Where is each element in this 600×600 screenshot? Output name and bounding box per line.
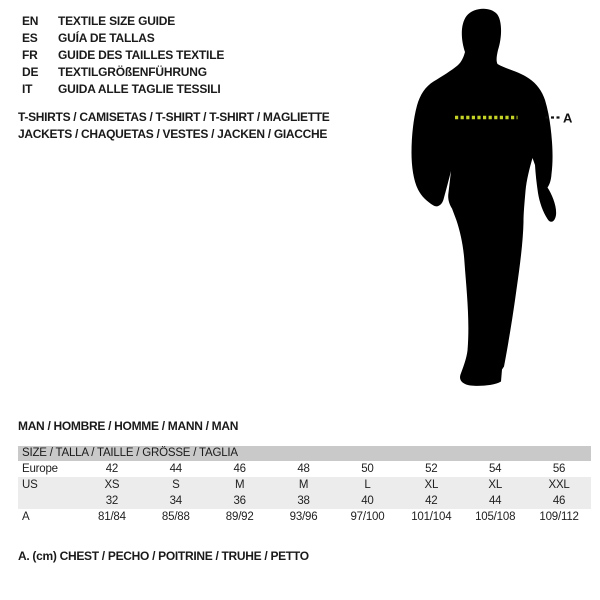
garment-categories (18, 109, 330, 143)
size-cell: 93/96 (289, 511, 318, 523)
size-table (18, 446, 591, 525)
language-code: IT (22, 82, 33, 96)
size-table-header-row (18, 446, 591, 461)
language-code: FR (22, 48, 38, 62)
size-cell: L (336, 477, 400, 493)
size-cell: 44 (463, 493, 527, 509)
size-cell: 42 (105, 463, 119, 475)
man-silhouette-icon (412, 9, 557, 386)
size-cell: 52 (425, 463, 438, 475)
language-row-en (22, 13, 224, 30)
size-table-header: SIZE / TALLA / TAILLE / GRÖSSE / TAGLIA (18, 446, 591, 461)
size-cell: XS (80, 477, 144, 493)
measurement-footnote: A. (cm) CHEST / PECHO / POITRINE / TRUHE / PETTO (18, 549, 309, 563)
row-label-us: US (18, 477, 80, 493)
size-cell: M (272, 477, 336, 493)
size-cell: 105/108 (475, 511, 516, 523)
size-cell: 46 (233, 463, 246, 475)
language-row-de (22, 64, 224, 81)
size-cell: M (208, 477, 272, 493)
table-row-us (18, 477, 591, 493)
size-cell: 40 (336, 493, 400, 509)
size-cell: 101/104 (411, 511, 452, 523)
table-row-us-numeric (18, 493, 591, 509)
size-cell: 48 (297, 463, 310, 475)
language-code: ES (22, 31, 38, 45)
row-label-europe: Europe (22, 463, 58, 475)
language-guide-list (22, 13, 224, 98)
size-cell: 97/100 (350, 511, 385, 523)
language-label: TEXTILGRÖßENFÜHRUNG (58, 65, 207, 79)
measure-label-a: A (563, 110, 573, 126)
size-cell: 56 (552, 463, 566, 475)
figure-man (395, 0, 580, 400)
row-label-a: A (22, 511, 30, 523)
language-label: GUIDE DES TAILLES TEXTILE (58, 48, 225, 62)
language-row-es (22, 30, 224, 47)
size-cell: 89/92 (225, 511, 254, 523)
language-row-fr (22, 47, 224, 64)
language-row-it (22, 81, 224, 98)
row-label-blank (18, 493, 80, 509)
language-code: DE (22, 65, 39, 79)
category-line-tshirts: T-SHIRTS / CAMISETAS / T-SHIRT / T-SHIRT / MAGLIETTE (18, 110, 330, 124)
section-title-man: MAN / HOMBRE / HOMME / MANN / MAN (18, 419, 239, 433)
size-cell: 38 (272, 493, 336, 509)
table-row-europe (18, 461, 591, 477)
size-cell: 34 (144, 493, 208, 509)
size-cell: XL (463, 477, 527, 493)
size-cell: 50 (361, 463, 374, 475)
size-cell: 46 (527, 493, 591, 509)
language-code: EN (22, 14, 39, 28)
language-label: GUIDA ALLE TAGLIE TESSILI (58, 82, 221, 96)
size-cell: 109/112 (539, 511, 579, 523)
size-cell: 42 (399, 493, 463, 509)
size-cell: 36 (208, 493, 272, 509)
size-cell: S (144, 477, 208, 493)
size-cell: 32 (80, 493, 144, 509)
size-cell: 44 (169, 463, 183, 475)
size-cell: 54 (488, 463, 502, 475)
man-silhouette-svg (395, 0, 580, 400)
language-label: GUÍA DE TALLAS (58, 31, 155, 45)
size-cell: XXL (527, 477, 591, 493)
table-row-chest-a (18, 509, 591, 525)
category-line-jackets: JACKETS / CHAQUETAS / VESTES / JACKEN / GIACCHE (18, 127, 328, 141)
size-cell: 85/88 (161, 511, 190, 523)
language-label: TEXTILE SIZE GUIDE (58, 14, 176, 28)
size-cell: XL (399, 477, 463, 493)
size-cell: 81/84 (98, 511, 126, 523)
